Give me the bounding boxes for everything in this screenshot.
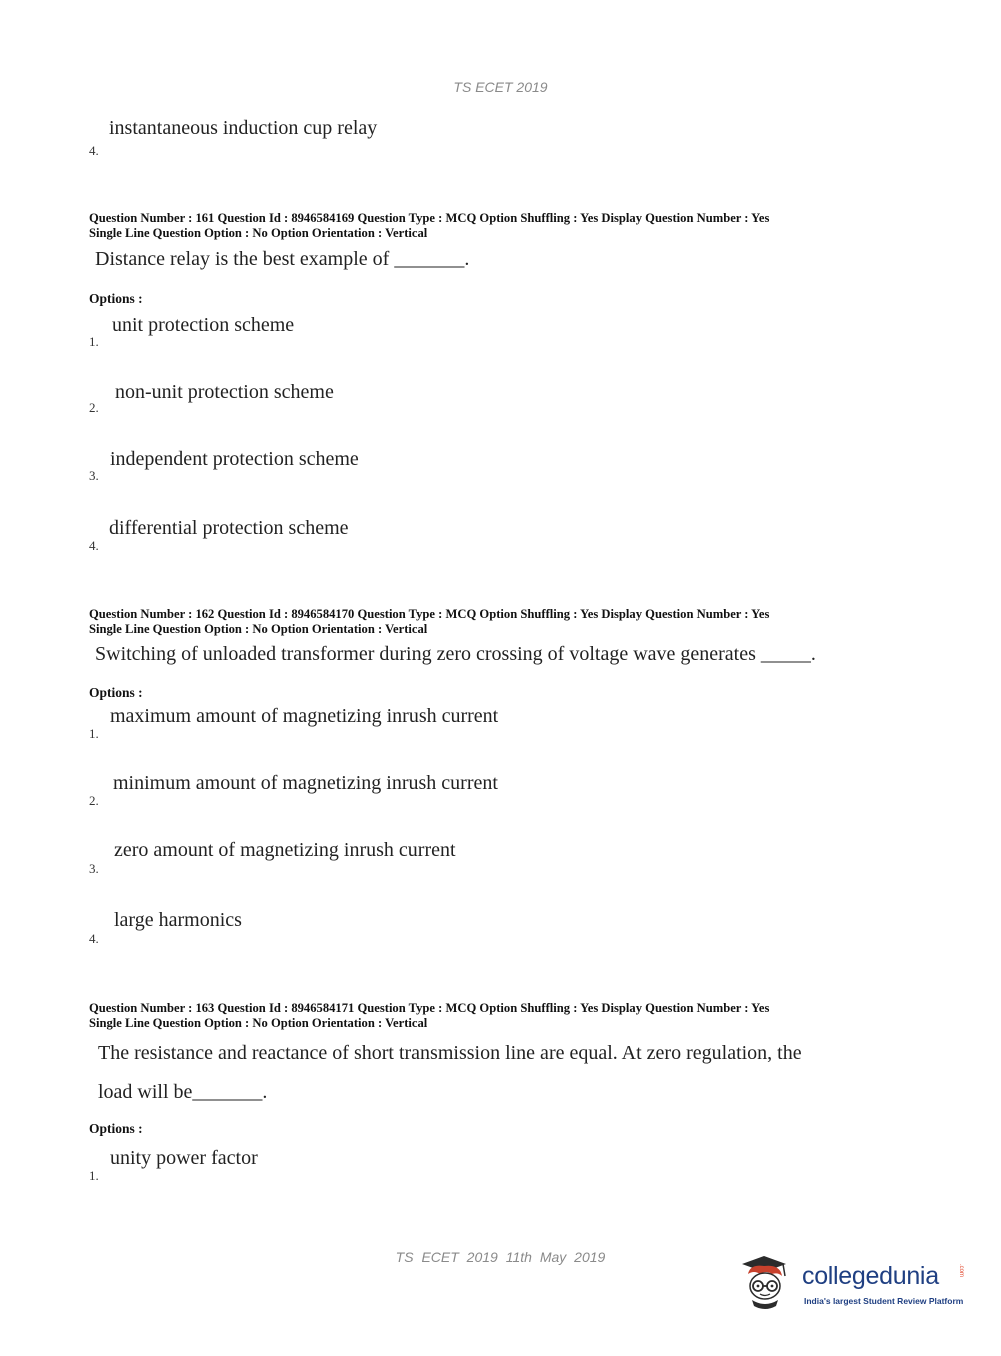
option-number: 4.	[89, 931, 99, 946]
question-163-meta	[89, 1001, 769, 1031]
question-163-text-line1: The resistance and reactance of short transmission line are equal. At zero regulation, the	[98, 1042, 802, 1064]
question-meta-line2: Single Line Question Option : No Option Orientation : Vertical	[89, 622, 428, 636]
option-number: 2.	[89, 400, 99, 415]
option-number: 1.	[89, 1168, 99, 1183]
footer-date: 11th May 2019	[505, 1249, 606, 1265]
option-text: independent protection scheme	[110, 448, 359, 470]
option-text: non-unit protection scheme	[115, 381, 334, 403]
option-number: 1.	[89, 726, 99, 741]
logo-suffix: .com	[958, 1264, 964, 1278]
question-163-text-line2: load will be_______.	[98, 1081, 268, 1103]
question-meta-line1: Question Number : 161 Question Id : 8946584169 Question Type : MCQ Option Shuffling : Yes Display Question Number : Yes	[89, 211, 770, 225]
option-text: large harmonics	[114, 909, 242, 931]
option-number: 3.	[89, 861, 99, 876]
question-meta-line1: Question Number : 162 Question Id : 8946584170 Question Type : MCQ Option Shuffling : Yes Display Question Number : Yes	[89, 607, 770, 621]
option-number: 1.	[89, 334, 99, 349]
page-header: TS ECET 2019	[453, 79, 548, 95]
logo-name: collegedunia	[802, 1262, 939, 1290]
question-meta-line2: Single Line Question Option : No Option Orientation : Vertical	[89, 1016, 428, 1030]
question-162-text: Switching of unloaded transformer during zero crossing of voltage wave generates _____.	[95, 643, 816, 665]
options-label: Options :	[89, 291, 143, 306]
question-meta-line1: Question Number : 163 Question Id : 8946584171 Question Type : MCQ Option Shuffling : Yes Display Question Number : Yes	[89, 1001, 770, 1015]
option-text: differential protection scheme	[109, 517, 349, 539]
option-text: unit protection scheme	[112, 314, 295, 336]
options-label: Options :	[89, 685, 143, 700]
option-text: maximum amount of magnetizing inrush current	[110, 705, 499, 727]
question-162-meta	[89, 607, 769, 637]
option-text: zero amount of magnetizing inrush current	[114, 839, 456, 861]
question-161-text: Distance relay is the best example of _______.	[95, 248, 470, 270]
option-number: 3.	[89, 468, 99, 483]
mascot-icon	[742, 1250, 804, 1314]
question-meta-line2: Single Line Question Option : No Option Orientation : Vertical	[89, 226, 428, 240]
prev-option-number: 4.	[89, 143, 99, 158]
footer-exam: TS ECET 2019	[395, 1249, 498, 1265]
option-number: 4.	[89, 538, 99, 553]
collegedunia-logo	[742, 1250, 972, 1314]
question-161-meta	[89, 211, 769, 241]
option-number: 2.	[89, 793, 99, 808]
prev-option-text: instantaneous induction cup relay	[109, 117, 378, 139]
option-text: unity power factor	[110, 1147, 258, 1169]
logo-tagline: India's largest Student Review Platform	[804, 1296, 964, 1306]
option-text: minimum amount of magnetizing inrush current	[113, 772, 498, 794]
options-label: Options :	[89, 1121, 143, 1136]
